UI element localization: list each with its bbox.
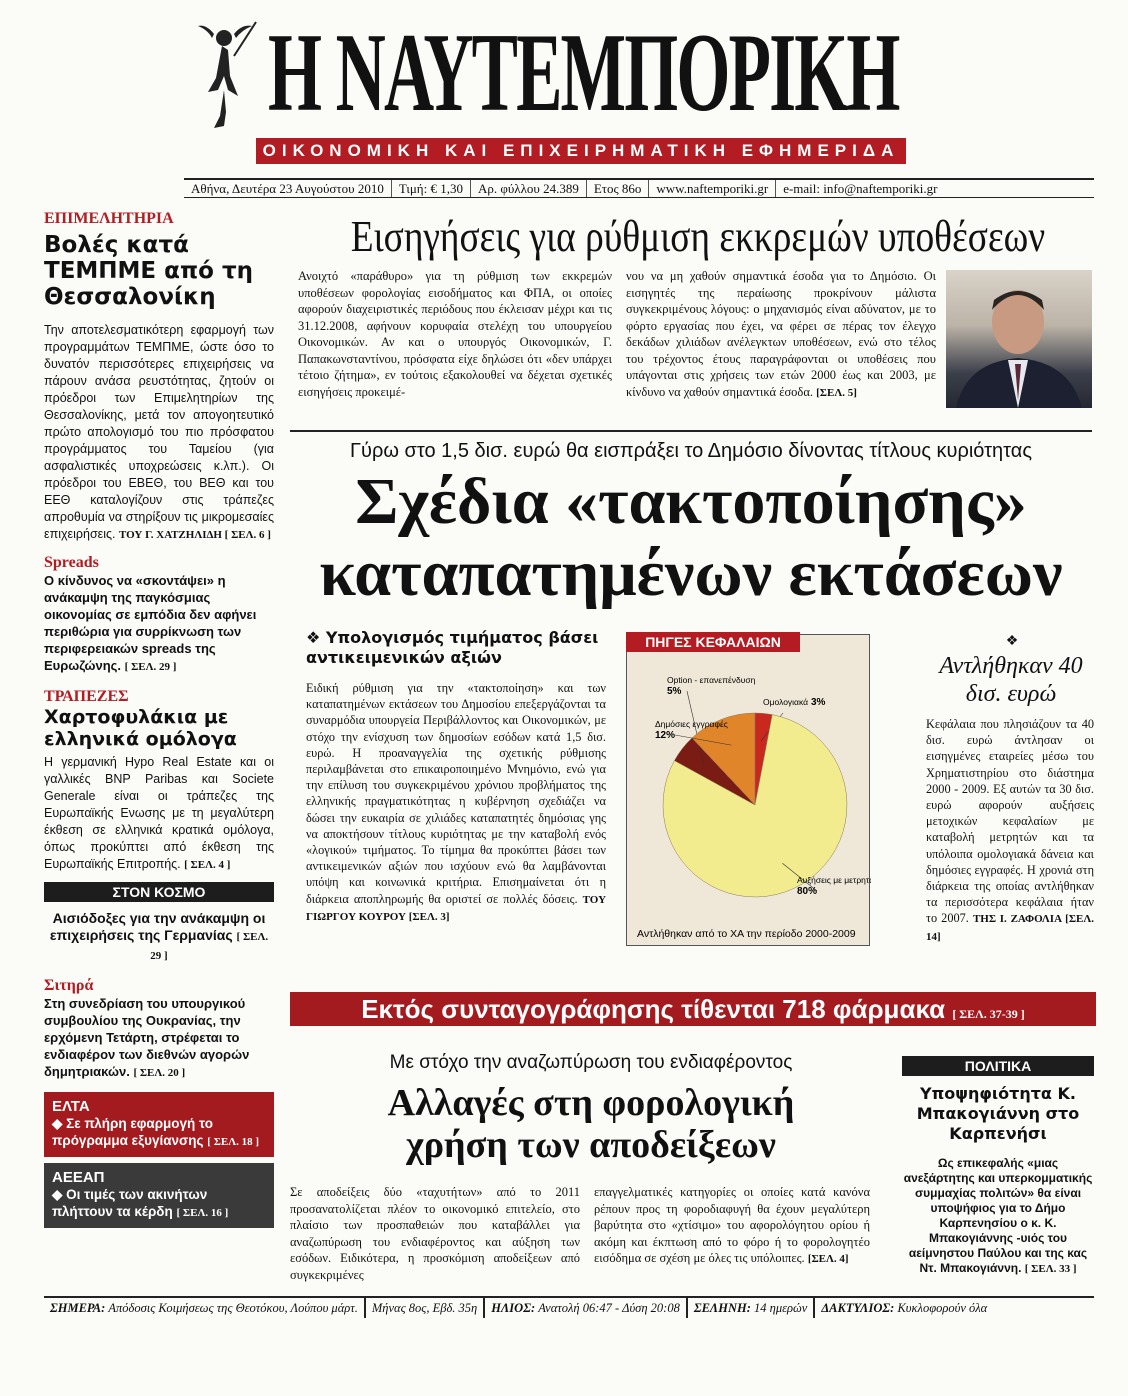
top-story-col2 [626, 268, 936, 401]
lead-headline-line2: καταπατημένων εκτάσεων [319, 537, 1063, 610]
story-body[interactable] [44, 910, 274, 965]
story-text: Στη συνεδρίαση του υπουργικού συμβουλίου της Ουκρανίας, την ερχόμενη Τετάρτη, στρέφεται το ενδιαφέρον των διεθνών αγορών δημητριακών. [44, 996, 250, 1079]
box-text-main: ◆ Οι τιμές των ακινήτων πλήττουν τα κέρδη [52, 1187, 208, 1219]
page-ref: [ ΣΕΛ. 29 ] [124, 661, 177, 673]
pie-label-1: Δημόσιες εγγραφές [655, 719, 728, 729]
side-headline[interactable]: Αντλήθηκαν 40 δισ. ευρώ [939, 653, 1083, 707]
politics-body [902, 1156, 1094, 1277]
story-text: Ως επικεφαλής «μιας ανεξάρτητης και υπερκομματικής συμμαχίας πολιτών» θα είναι υποψήφιος για το Δήμο Καρπενησίου ο κ. Κ. Μπακογιάννης -υιός του αείμνηστου Παύλου και της κας Ντ. Μπακογιάννη. [903, 1156, 1093, 1275]
pie-value-3: 80% [797, 886, 818, 897]
footer-label: ΣΕΛΗΝΗ: [693, 1301, 751, 1315]
divider [290, 430, 1092, 432]
lead-subheadline: Γύρω στο 1,5 δισ. ευρώ θα εισπράξει το Δημόσιο δίνοντας τίτλους κυριότητας [350, 440, 1032, 462]
headline-link[interactable]: Χαρτοφυλάκια με ελληνικά ομόλογα [44, 706, 237, 750]
byline: ΤΗΣ Ι. ΖΑΦΟΛΙΑ [ΣΕΛ. 14] [926, 913, 1094, 943]
pie-value-2: 3% [811, 697, 826, 708]
bottom-col2 [594, 1184, 870, 1268]
left-story-banks [44, 688, 274, 874]
dateline-price: Τιμή: € 1,30 [392, 180, 471, 197]
left-story-world [44, 882, 274, 965]
side-star: ❖ [1005, 632, 1019, 648]
footer-sun [485, 1298, 688, 1318]
kicker: Σιτηρά [44, 977, 94, 994]
footer-value: Μήνας 8ος, Εβδ. 35η [371, 1301, 478, 1315]
box-text [52, 1115, 266, 1151]
left-story-spreads [44, 554, 274, 676]
masthead-subtitle: ΟΙΚΟΝΟΜΙΚΗ ΚΑΙ ΕΠΙΧΕΙΡΗΜΑΤΙΚΗ ΕΦΗΜΕΡΙΔΑ [256, 138, 906, 164]
footer-month [366, 1298, 485, 1318]
story-text: Κεφάλαια που πλησιάζουν τα 40 δισ. ευρώ άντλησαν οι εισηγμένες εταιρείες μέσω του Χρηματιστηρίου στο διάστημα 2000 - 2009. Εξ αυτών τα 30 δισ. ευρώ αφορούν αυξήσεις μετοχικών κεφαλαίων με καταβολή μετρητών και τα υπόλοιπα ομολογιακά δάνεια και δημόσιες εγγραφές. Η χρονιά στη διάρκεια της οποίας αντλήθηκαν τα περισσότερα κεφάλαια ήταν το 2007. [926, 717, 1094, 926]
story-body[interactable] [44, 995, 274, 1082]
bottom-col1: Σε αποδείξεις δύο «ταχυτήτων» από το 2011 προσανατολίζεται πλέον το οικονομικό επιτελείο, στο πλαίσιο των προσπαθειών που καταβάλλει για αναζωπύρωση του ενδιαφέροντος και αύξηση των εσόδων. Ειδικότερα, η προσκόμιση αποδείξεων από συγκεκριμένες [290, 1185, 580, 1282]
left-column [44, 210, 274, 1228]
footer-today [44, 1298, 366, 1318]
masthead-title: Η ΝΑΥΤΕΜΠΟΡΙΚΗ [268, 11, 899, 135]
kicker: ΤΡΑΠΕΖΕΣ [44, 688, 129, 705]
lead-body [306, 680, 606, 925]
bottom-subheadline: Με στόχο την αναζωπύρωση του ενδιαφέροντος [389, 1052, 793, 1073]
side-body [926, 716, 1094, 945]
story-text: Ειδική ρύθμιση για την «τακτοποίηση» και των καταπατημένων εκτάσεων του Δημοσίου επεξεργάζονται τα συναρμόδια υπουργεία Περιβάλλοντος και Οικονομικών, με στόχο την ενίσχυση των δημοσίων εσόδων κατά 1,5 δισ. ευρώ. Η προαναγγελία της σχετικής ρύθμισης περιλαμβάνεται στο επικαιροποιημένο Μνημόνιο, ενώ για την επίλυση του συγκεκριμένου χρόνιου προβλήματος της ελληνικής πραγματικότητας η κυβέρνηση σχεδιάζει να δώσει την ευκαιρία σε χιλιάδες καταπατητές δημόσιας γης να αποκτήσουν τίτλους κυριότητας με την καταβολή ενός «λογικού» τιμήματος. Το τίμημα θα προκύπτει βάσει των αντικειμενικών αξιών που ισχύουν ενώ θα λαμβάνονται υπόψη και κοινωνικά κριτήρια. Επισημαίνεται ότι η διάρκεια αποπληρωμής θα οριστεί σε πολλές δόσεις. [306, 681, 606, 906]
story-body [44, 754, 274, 874]
page-ref: [ΣΕΛ. 5] [816, 386, 857, 399]
kicker: ΕΠΙΜΕΛΗΤΗΡΙΑ [44, 210, 174, 227]
bottom-headline-line1: Αλλαγές στη φορολογική [387, 1082, 795, 1124]
footer-value: Ανατολή 06:47 - Δύση 20:08 [538, 1301, 680, 1315]
page-ref: [ΣΕΛ. 4] [807, 1253, 849, 1265]
banner-text: Εκτός συνταγογράφησης τίθενται 718 φάρμακα [361, 994, 946, 1024]
chart-caption: Αντλήθηκαν από το ΧΑ την περίοδο 2000-2009 [637, 928, 856, 940]
story-text: Ο κίνδυνος να «σκοντάψει» η ανάκαμψη της παγκόσμιας οικονομίας σε εμπόδια δεν αφήνει περιθώρια για συρρίκνωση των περιφερειακών spreads της Ευρωζώνης. [44, 573, 257, 673]
byline: ΤΟΥ ΓΙΩΡΓΟΥ ΚΟΥΡΟΥ [ΣΕΛ. 3] [306, 893, 607, 923]
story-text: Αισιόδοξες για την ανάκαμψη οι επιχειρήσεις της Γερμανίας [49, 910, 266, 943]
lead-side-kicker: ❖ Υπολογισμός τιμήματος βάσει αντικειμενικών αξιών [306, 628, 599, 667]
top-story-col1: Ανοιχτό «παράθυρο» για τη ρύθμιση των εκκρεμών υποθέσεων φορολογίας εισοδήματος και ΦΠΑ, οι οποίες αφορούν διαχειριστικές περιόδους που έκλεισαν μέχρι και τις 31.12.2008, αφήνουν κορυφαία στελέχη του υπουργείου Οικονομικών. Αν και ο υπουργός Οικονομικών, Γ. Παπακωνσταντίνου, πρόσφατα είχε δηλώσει ότι «δεν υπάρχει τέτοιο ζήτημα», εν τούτοις εξακολουθεί να δέχεται σχετικές εισηγήσεις προκειμέ- [298, 269, 612, 399]
elta-box[interactable] [44, 1092, 274, 1157]
footer-label: ΗΛΙΟΣ: [491, 1301, 536, 1315]
headline-link[interactable]: Βολές κατά ΤΕΜΠΜΕ από τη Θεσσαλονίκη [44, 232, 253, 310]
kicker: Spreads [44, 554, 99, 571]
footer-traffic-ring [815, 1298, 993, 1318]
footer-moon [688, 1298, 815, 1318]
page-ref: [ ΣΕΛ. 33 ] [1024, 1263, 1077, 1275]
politics-bar: ΠΟΛΙΤΙΚΑ [902, 1056, 1094, 1076]
dateline-email-link[interactable]: e-mail: info@naftemporiki.gr [783, 181, 938, 196]
hermes-logo-icon [194, 16, 264, 136]
story-text: επαγγελματικές κατηγορίες οι οποίες κατά κανόνα ρέπουν προς τη φοροδιαφυγή θα έχουν μεγαλύτερη βαρύτητα στο «χτίσιμο» του αφορολόγητου ορίου ή ακόμη και έκπτωση από το φόρο ή το φορολογητέο εισόδημα σε σχέση με όλες τις υπόλοιπες. [594, 1185, 870, 1265]
story-text: Την αποτελεσματικότερη εφαρμογή των προγραμμάτων ΤΕΜΠΜΕ, ώστε όσο το δυνατόν περισσότερες επιχειρήσεις να πάρουν ανάσα ρευστότητας, ζητούν οι πρόεδροι των Επιμελητηρίων της Θεσσαλονίκης, μετά τον απογοητευτικό πρώτο απολογισμό του πιο πρόσφατου προγράμματος του Ταμείου (για ασφαλιστικές υποχρεώσεις κ.λπ.). Οι πρόεδροι του ΕΒΕΘ, του ΒΕΘ και του ΕΕΘ καταλογίζουν στις τράπεζες απροθυμία να στηρίξουν τις μικρομεσαίες επιχειρήσεις. [44, 323, 274, 541]
pharma-banner[interactable] [290, 992, 1096, 1026]
pie-label-3: Αυξήσεις με μετρητά [797, 875, 871, 885]
dateline-issue: Αρ. φύλλου 24.389 [471, 180, 587, 197]
box-text [52, 1186, 266, 1222]
lead-headline-line1: Σχέδια «τακτοποίησης» [355, 465, 1027, 538]
box-text-main: ◆ Σε πλήρη εφαρμογή το πρόγραμμα εξυγίανσης [52, 1116, 213, 1148]
story-body [44, 322, 274, 544]
left-story-grains [44, 977, 274, 1082]
chart-box [626, 634, 870, 946]
story-text: νου να μη χαθούν σημαντικά έσοδα για το Δημόσιο. Οι εισηγητές της περαίωσης προκρίνουν μάλιστα συγκεκριμένους λόγους: ο μηχανισμός είναι αδύνατον, με το φόρτο εργασίας που έχει, να φέρει σε πέρας τον έλεγχο δεκάδων χιλιάδων ανέλεγκτων υποθέσεων, ενώ στο τέλος του τρέχοντος έτους παραγράφονται οι υποθέσεις που υπάγονται στις χρήσεις των ετών 2000 έως και 2003, με κίνδυνο να χαθούν σημαντικά έσοδα. [626, 269, 936, 399]
pie-value-1: 12% [655, 730, 676, 741]
section-bar: ΣΤΟΝ ΚΟΣΜΟ [44, 882, 274, 902]
dateline-website-link[interactable]: www.naftemporiki.gr [649, 180, 776, 197]
pie-label-2: Ομολογιακά [763, 697, 809, 707]
pie-chart [627, 635, 871, 947]
story-text: Η γερμανική Hypo Real Estate και οι γαλλικές BNP Paribas και Societe Generale είναι οι τράπεζες της Ευρωπαϊκής Ενωσης με τη μεγαλύτερη έκθεση σε ελληνικά κρατικά ομόλογα, όπως προκύπτει από έκθεση της Ευρωπαϊκής Επιτροπής. [44, 755, 274, 871]
footer-value: 14 ημερών [754, 1301, 808, 1315]
page-ref: [ ΣΕΛ. 4 ] [184, 859, 231, 871]
politics-headline[interactable]: Υποψηφιότητα Κ. Μπακογιάννη στο Καρπενήσι [916, 1084, 1080, 1143]
dateline [184, 178, 1094, 198]
page-ref: [ ΣΕΛ. 18 ] [207, 1136, 260, 1148]
byline: ΤΟΥ Γ. ΧΑΤΖΗΛΙΔΗ [ ΣΕΛ. 6 ] [119, 529, 271, 541]
page-ref: [ ΣΕΛ. 20 ] [133, 1067, 186, 1079]
chart-title: ΠΗΓΕΣ ΚΕΦΑΛΑΙΩΝ [626, 632, 800, 652]
story-body[interactable] [44, 572, 274, 676]
footer-bar [44, 1296, 1094, 1318]
dateline-year: Ετος 86ο [587, 180, 650, 197]
page-ref: [ ΣΕΛ. 29 ] [150, 931, 269, 962]
footer-label: ΔΑΚΤΥΛΙΟΣ: [821, 1301, 895, 1315]
footer-label: ΣΗΜΕΡΑ: [50, 1301, 106, 1315]
bottom-headline-line2: χρήση των αποδείξεων [406, 1124, 776, 1166]
box-title: ΑΕΕΑΠ [52, 1169, 105, 1186]
pie-label-0: Option - επανεπένδυση [667, 675, 756, 685]
left-story-chambers [44, 210, 274, 544]
minister-photo [946, 270, 1092, 408]
page-ref: [ ΣΕΛ. 16 ] [176, 1207, 229, 1219]
dateline-date: Αθήνα, Δευτέρα 23 Αυγούστου 2010 [184, 180, 392, 197]
aeeap-box[interactable] [44, 1163, 274, 1228]
footer-value: Κυκλοφορούν όλα [897, 1301, 988, 1315]
footer-value: Απόδοσις Κοιμήσεως της Θεοτόκου, Λούπου μάρτ. [108, 1301, 358, 1315]
top-story-headline[interactable]: Εισηγήσεις για ρύθμιση εκκρεμών υποθέσεων [350, 212, 1046, 261]
pie-value-0: 5% [667, 686, 682, 697]
box-title: ΕΛΤΑ [52, 1098, 90, 1115]
bottom-headline[interactable] [298, 1082, 884, 1166]
lead-headline[interactable] [290, 466, 1092, 610]
page-ref: [ ΣΕΛ. 37-39 ] [952, 1007, 1025, 1021]
